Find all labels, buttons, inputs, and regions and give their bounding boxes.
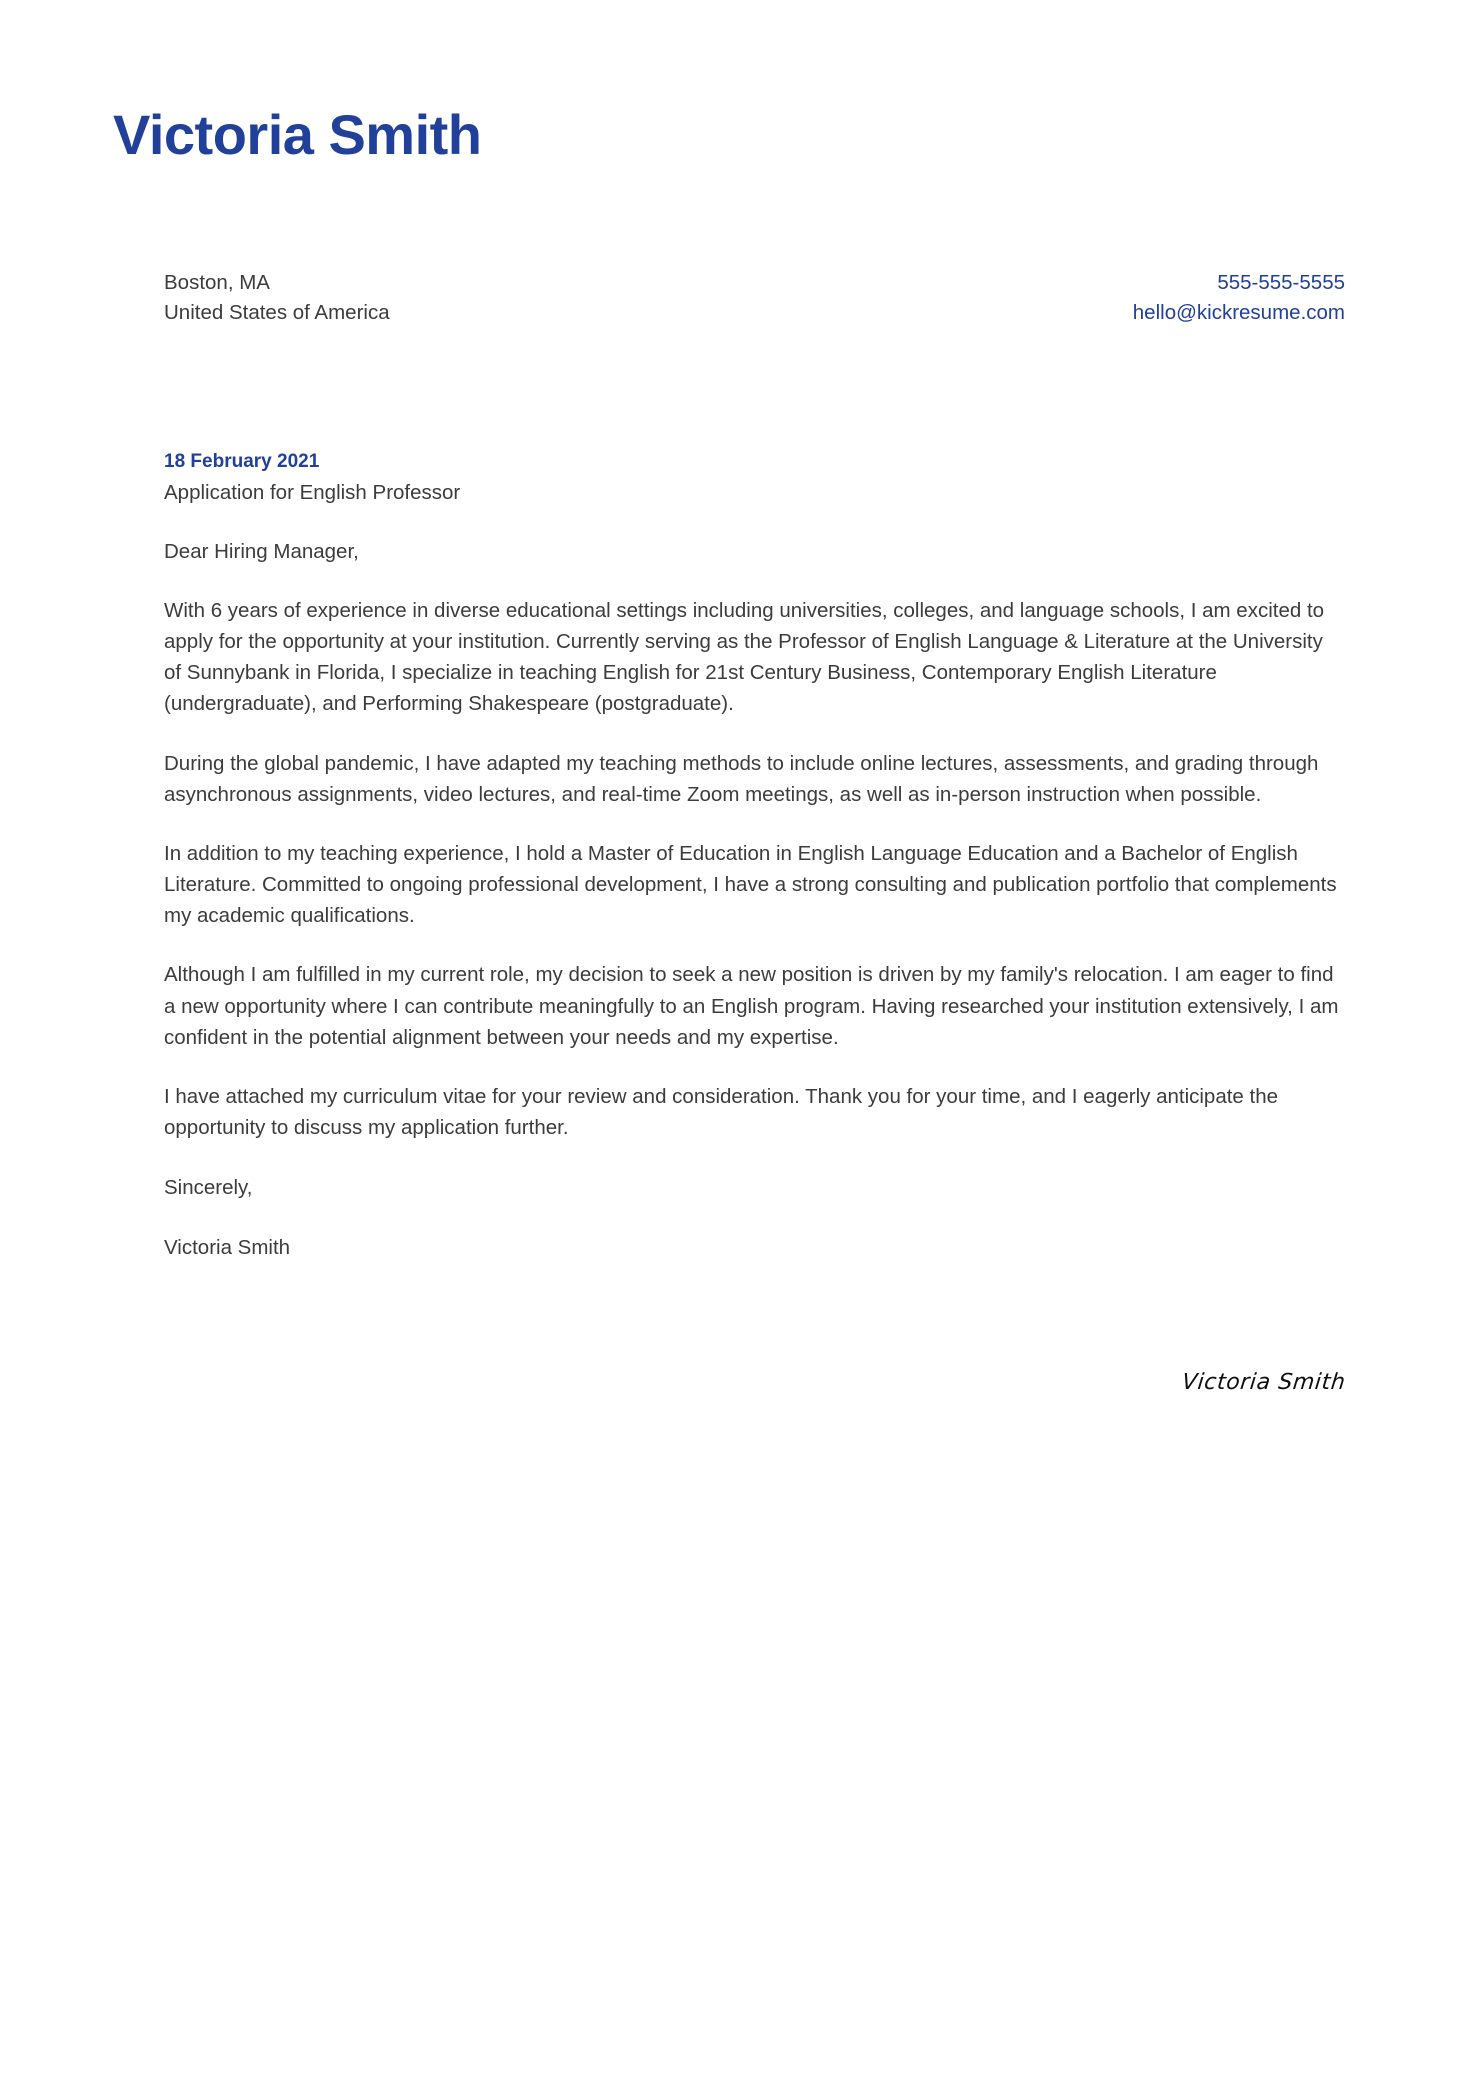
page-title: Victoria Smith xyxy=(113,102,482,166)
contact-phone[interactable]: 555-555-5555 xyxy=(1217,271,1345,294)
contact-block xyxy=(164,268,1345,329)
letter-closing: Sincerely, xyxy=(164,1176,253,1200)
contact-details xyxy=(1133,268,1345,329)
letter-paragraph: Although I am fulfilled in my current role, my decision to seek a new position is driven by my family's relocation. I am eager to find a new opportunity where I can contribute meaningfully to an English program. Having researched your institution extensively, I am confident in the potential alignment between your needs and my expertise. xyxy=(164,963,1339,1049)
letter-paragraph: In addition to my teaching experience, I hold a Master of Education in English Language Education and a Bachelor of English Literature. Committed to ongoing professional development, I have a strong consulting and publication portfolio that complements my academic qualifications. xyxy=(164,841,1337,928)
letter-paragraph: With 6 years of experience in diverse educational settings including universities, colleges, and language schools, I am excited to apply for the opportunity at your institution. Currently serving as the Professor of English Language & Literature at the University of Sunnybank in Florida, I specialize in teaching English for 21st Century Business, Contemporary English Literature (undergraduate), and Performing Shakespeare (postgraduate). xyxy=(164,598,1325,716)
contact-country: United States of America xyxy=(164,301,390,325)
letter-body xyxy=(164,448,1345,1263)
letter-subject: Application for English Professor xyxy=(164,480,461,504)
contact-city: Boston, MA xyxy=(164,271,270,294)
letter-paragraph: During the global pandemic, I have adapted my teaching methods to include online lectures, assessments, and grading through asynchronous assignments, video lectures, and real-time Zoom meetings, as well as in-person instruction when possible. xyxy=(164,751,1319,806)
letter-salutation: Dear Hiring Manager, xyxy=(164,540,359,564)
contact-location xyxy=(164,268,390,329)
handwritten-signature: Victoria Smith xyxy=(1180,1370,1347,1395)
letter-paragraph: I have attached my curriculum vitae for your review and consideration. Thank you for your time, and I eagerly anticipate the opportunity to discuss my application further. xyxy=(164,1084,1279,1140)
contact-email[interactable]: hello@kickresume.com xyxy=(1132,301,1345,325)
signature-block xyxy=(164,1370,1345,1395)
letter-date: 18 February 2021 xyxy=(164,451,320,472)
letter-signer-name: Victoria Smith xyxy=(164,1235,291,1259)
